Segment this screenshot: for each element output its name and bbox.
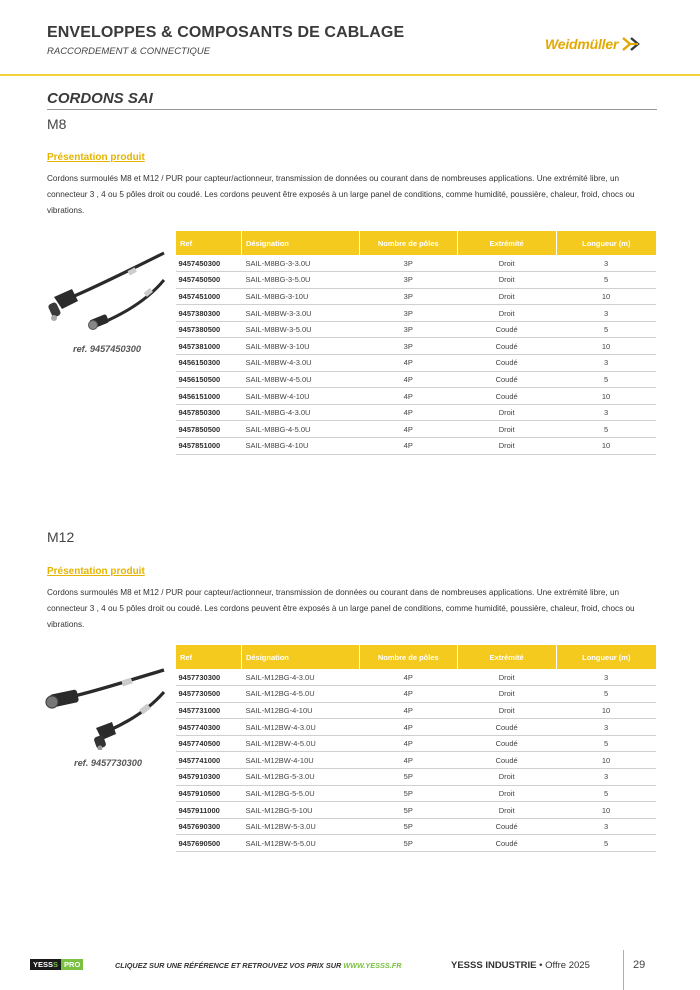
extremite-cell: Droit <box>457 769 556 786</box>
designation-cell: SAIL-M8BW-4-5.0U <box>241 371 359 388</box>
col-poles: Nombre de pôles <box>359 231 457 255</box>
longueur-cell: 3 <box>556 305 656 322</box>
extremite-cell: Droit <box>457 802 556 819</box>
ref-link[interactable]: 9456151000 <box>176 388 242 405</box>
m12-image-ref: ref. 9457730300 <box>74 758 142 768</box>
extremite-cell: Droit <box>457 305 556 322</box>
poles-cell: 5P <box>359 818 457 835</box>
badge-pro: PRO <box>61 959 83 970</box>
logo-text: Weidmüller <box>545 36 619 52</box>
longueur-cell: 5 <box>556 321 656 338</box>
table-row <box>176 321 657 338</box>
ref-link[interactable]: 9457690300 <box>176 818 242 835</box>
ref-link[interactable]: 9457741000 <box>176 752 242 769</box>
table-header-row <box>176 231 657 255</box>
ref-link[interactable]: 9457910500 <box>176 785 242 802</box>
poles-cell: 3P <box>359 288 457 305</box>
table-row <box>176 835 657 852</box>
longueur-cell: 3 <box>556 719 656 736</box>
longueur-cell: 10 <box>556 288 656 305</box>
longueur-cell: 10 <box>556 802 656 819</box>
poles-cell: 5P <box>359 785 457 802</box>
designation-cell: SAIL-M8BG-4-3.0U <box>241 404 359 421</box>
ref-link[interactable]: 9457690500 <box>176 835 242 852</box>
col-longueur: Longueur (m) <box>556 231 656 255</box>
longueur-cell: 3 <box>556 404 656 421</box>
table-row <box>176 785 657 802</box>
col-longueur: Longueur (m) <box>556 645 656 669</box>
longueur-cell: 3 <box>556 818 656 835</box>
designation-cell: SAIL-M8BG-4-5.0U <box>241 421 359 438</box>
poles-cell: 4P <box>359 702 457 719</box>
longueur-cell: 5 <box>556 272 656 289</box>
longueur-cell: 10 <box>556 752 656 769</box>
ref-link[interactable]: 9457450300 <box>176 255 242 272</box>
ref-link[interactable]: 9457381000 <box>176 338 242 355</box>
footer-url-link[interactable]: WWW.YESSS.FR <box>343 961 402 970</box>
table-row <box>176 769 657 786</box>
ref-link[interactable]: 9457380500 <box>176 321 242 338</box>
ref-link[interactable]: 9457850500 <box>176 421 242 438</box>
header-title: ENVELOPPES & COMPOSANTS DE CABLAGE <box>47 24 405 41</box>
section-divider <box>47 109 657 110</box>
ref-link[interactable]: 9457740300 <box>176 719 242 736</box>
m12-title: M12 <box>47 529 75 545</box>
designation-cell: SAIL-M8BG-4-10U <box>241 438 359 455</box>
poles-cell: 3P <box>359 255 457 272</box>
m8-description: Cordons surmoulés M8 et M12 / PUR pour capteur/actionneur, transmission de données ou courant dans de nombreuses applications. Une extrémité libre, un connecteur 3 , 4 ou 5 pôles droit ou coudé. Les cordons peuvent être exposés à un large panel de conditions, comme humidité, poussière, chaleur, froid, chocs ou vibrations. <box>47 174 635 215</box>
poles-cell: 3P <box>359 321 457 338</box>
ref-link[interactable]: 9457731000 <box>176 702 242 719</box>
weidmuller-logo <box>545 36 640 52</box>
poles-cell: 5P <box>359 835 457 852</box>
longueur-cell: 5 <box>556 835 656 852</box>
poles-cell: 4P <box>359 371 457 388</box>
table-row <box>176 686 657 703</box>
poles-cell: 4P <box>359 438 457 455</box>
table-row <box>176 735 657 752</box>
poles-cell: 4P <box>359 719 457 736</box>
extremite-cell: Coudé <box>457 752 556 769</box>
table-row <box>176 272 657 289</box>
extremite-cell: Droit <box>457 404 556 421</box>
table-row <box>176 669 657 686</box>
ref-link[interactable]: 9457910300 <box>176 769 242 786</box>
m12-cable-image <box>40 660 165 750</box>
extremite-cell: Droit <box>457 785 556 802</box>
ref-link[interactable]: 9457380300 <box>176 305 242 322</box>
extremite-cell: Coudé <box>457 388 556 405</box>
ref-link[interactable]: 9457850300 <box>176 404 242 421</box>
designation-cell: SAIL-M8BW-4-3.0U <box>241 355 359 372</box>
poles-cell: 3P <box>359 272 457 289</box>
designation-cell: SAIL-M8BG-3-3.0U <box>241 255 359 272</box>
extremite-cell: Droit <box>457 255 556 272</box>
table-row <box>176 355 657 372</box>
poles-cell: 4P <box>359 752 457 769</box>
designation-cell: SAIL-M8BW-3-3.0U <box>241 305 359 322</box>
designation-cell: SAIL-M12BW-5-3.0U <box>241 818 359 835</box>
extremite-cell: Coudé <box>457 321 556 338</box>
ref-link[interactable]: 9457730500 <box>176 686 242 703</box>
poles-cell: 4P <box>359 735 457 752</box>
col-extremite: Extrémité <box>457 645 556 669</box>
m8-title: M8 <box>47 116 67 132</box>
designation-cell: SAIL-M8BG-3-5.0U <box>241 272 359 289</box>
section-title: CORDONS SAI <box>47 90 153 107</box>
ref-link[interactable]: 9457450500 <box>176 272 242 289</box>
extremite-cell: Coudé <box>457 338 556 355</box>
extremite-cell: Coudé <box>457 735 556 752</box>
longueur-cell: 10 <box>556 438 656 455</box>
ref-link[interactable]: 9457740500 <box>176 735 242 752</box>
header-subtitle: RACCORDEMENT & CONNECTIQUE <box>47 46 211 57</box>
designation-cell: SAIL-M12BW-4-3.0U <box>241 719 359 736</box>
extremite-cell: Coudé <box>457 719 556 736</box>
extremite-cell: Droit <box>457 421 556 438</box>
footer-brand-name: YESSS INDUSTRIE <box>451 960 537 971</box>
poles-cell: 4P <box>359 388 457 405</box>
table-row <box>176 338 657 355</box>
footer-separator <box>623 950 624 990</box>
designation-cell: SAIL-M12BG-5-3.0U <box>241 769 359 786</box>
longueur-cell: 3 <box>556 669 656 686</box>
table-row <box>176 438 657 455</box>
longueur-cell: 3 <box>556 355 656 372</box>
extremite-cell: Coudé <box>457 818 556 835</box>
m8-product-table <box>175 231 656 455</box>
extremite-cell: Droit <box>457 438 556 455</box>
table-row <box>176 305 657 322</box>
page-number: 29 <box>633 959 646 971</box>
poles-cell: 3P <box>359 338 457 355</box>
designation-cell: SAIL-M12BG-4-5.0U <box>241 686 359 703</box>
table-header-row <box>176 645 657 669</box>
designation-cell: SAIL-M12BG-4-10U <box>241 702 359 719</box>
extremite-cell: Droit <box>457 702 556 719</box>
designation-cell: SAIL-M12BG-4-3.0U <box>241 669 359 686</box>
longueur-cell: 5 <box>556 785 656 802</box>
m12-presentation-title: Présentation produit <box>47 566 145 577</box>
ref-link[interactable]: 9457851000 <box>176 438 242 455</box>
table-row <box>176 371 657 388</box>
designation-cell: SAIL-M8BW-3-10U <box>241 338 359 355</box>
table-row <box>176 421 657 438</box>
ref-link[interactable]: 9457911000 <box>176 802 242 819</box>
longueur-cell: 3 <box>556 255 656 272</box>
ref-link[interactable]: 9456150500 <box>176 371 242 388</box>
ref-link[interactable]: 9457730300 <box>176 669 242 686</box>
m8-cable-image <box>40 245 165 335</box>
poles-cell: 5P <box>359 802 457 819</box>
poles-cell: 4P <box>359 404 457 421</box>
m12-description: Cordons surmoulés M8 et M12 / PUR pour capteur/actionneur, transmission de données ou courant dans de nombreuses applications. Une extrémité libre, un connecteur 3 , 4 ou 5 pôles droit ou coudé. Les cordons peuvent être exposés à un large panel de conditions, comme humidité, poussière, chaleur, froid, chocs ou vibrations. <box>47 588 635 629</box>
footer-cta-text: CLIQUEZ SUR UNE RÉFÉRENCE ET RETROUVEZ VOS PRIX SUR <box>115 961 344 970</box>
page-footer <box>0 950 700 990</box>
table-row <box>176 404 657 421</box>
yesss-pro-badge[interactable] <box>30 959 83 970</box>
longueur-cell: 5 <box>556 735 656 752</box>
longueur-cell: 10 <box>556 338 656 355</box>
extremite-cell: Coudé <box>457 355 556 372</box>
table-row <box>176 802 657 819</box>
col-poles: Nombre de pôles <box>359 645 457 669</box>
table-row <box>176 818 657 835</box>
poles-cell: 4P <box>359 669 457 686</box>
footer-offer: Offre 2025 <box>545 960 590 971</box>
longueur-cell: 10 <box>556 388 656 405</box>
poles-cell: 3P <box>359 305 457 322</box>
m12-product-table <box>175 645 656 852</box>
designation-cell: SAIL-M12BW-4-10U <box>241 752 359 769</box>
footer-brand: YESSS INDUSTRIE • Offre 2025 <box>451 960 590 971</box>
longueur-cell: 5 <box>556 686 656 703</box>
table-row <box>176 388 657 405</box>
designation-cell: SAIL-M12BG-5-10U <box>241 802 359 819</box>
extremite-cell: Droit <box>457 686 556 703</box>
extremite-cell: Coudé <box>457 371 556 388</box>
m8-presentation-title: Présentation produit <box>47 152 145 163</box>
designation-cell: SAIL-M12BW-4-5.0U <box>241 735 359 752</box>
page-header <box>0 0 700 76</box>
poles-cell: 4P <box>359 686 457 703</box>
designation-cell: SAIL-M12BG-5-5.0U <box>241 785 359 802</box>
extremite-cell: Droit <box>457 272 556 289</box>
extremite-cell: Droit <box>457 288 556 305</box>
badge-yess: YESSS <box>30 959 61 970</box>
designation-cell: SAIL-M8BW-3-5.0U <box>241 321 359 338</box>
col-designation: Désignation <box>241 645 359 669</box>
table-row <box>176 288 657 305</box>
col-ref: Ref <box>176 231 242 255</box>
ref-link[interactable]: 9457451000 <box>176 288 242 305</box>
designation-cell: SAIL-M12BW-5-5.0U <box>241 835 359 852</box>
col-ref: Ref <box>176 645 242 669</box>
table-row <box>176 255 657 272</box>
poles-cell: 4P <box>359 355 457 372</box>
col-extremite: Extrémité <box>457 231 556 255</box>
m8-image-ref: ref. 9457450300 <box>73 344 141 354</box>
longueur-cell: 5 <box>556 421 656 438</box>
extremite-cell: Coudé <box>457 835 556 852</box>
weidmuller-mark-icon <box>622 36 640 52</box>
designation-cell: SAIL-M8BW-4-10U <box>241 388 359 405</box>
designation-cell: SAIL-M8BG-3-10U <box>241 288 359 305</box>
poles-cell: 4P <box>359 421 457 438</box>
col-designation: Désignation <box>241 231 359 255</box>
ref-link[interactable]: 9456150300 <box>176 355 242 372</box>
footer-cta <box>115 961 402 970</box>
longueur-cell: 5 <box>556 371 656 388</box>
table-row <box>176 702 657 719</box>
poles-cell: 5P <box>359 769 457 786</box>
extremite-cell: Droit <box>457 669 556 686</box>
longueur-cell: 10 <box>556 702 656 719</box>
longueur-cell: 3 <box>556 769 656 786</box>
table-row <box>176 752 657 769</box>
table-row <box>176 719 657 736</box>
